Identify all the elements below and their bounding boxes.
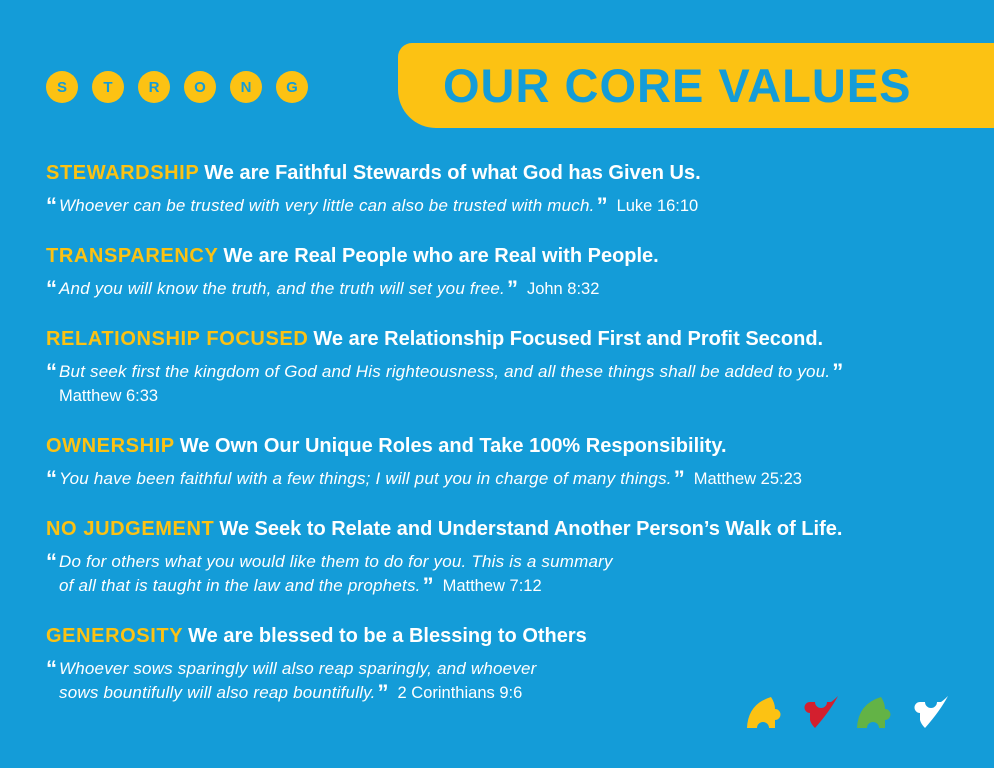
scripture-reference: Matthew 25:23 [693,470,802,488]
value-statement: We Own Our Unique Roles and Take 100% Responsibility. [179,435,727,457]
quote-text: But seek first the kingdom of God and His righteousness, and all these things shall be added to you. [59,362,831,381]
quote-line [46,550,974,574]
close-quote-mark: ” [422,573,434,598]
core-value-section [46,161,974,218]
quote-line [46,467,974,491]
value-name: STEWARDSHIP [46,162,200,184]
value-statement: We Seek to Relate and Understand Another Person’s Walk of Life. [219,518,843,540]
puzzle-piece-icon-white [910,694,950,730]
close-quote-mark: ” [832,359,844,384]
value-name: GENEROSITY [46,625,184,647]
logo-letter-circle: N [230,71,262,103]
close-quote-mark: ” [377,680,389,705]
value-name: NO JUDGEMENT [46,518,215,540]
page-title: OUR CORE VALUES [443,59,912,112]
open-quote-mark: “ [46,193,57,218]
value-quote [46,550,974,598]
quote-text: Whoever sows sparingly will also reap sparingly, and whoever [59,659,537,678]
scripture-reference: 2 Corinthians 9:6 [397,684,523,702]
value-name: RELATIONSHIP FOCUSED [46,328,309,350]
value-name: OWNERSHIP [46,435,175,457]
quote-line [46,657,974,681]
value-heading [46,434,974,458]
quote-text: You have been faithful with a few things; I will put you in charge of many things. [59,469,672,488]
logo-letter-circle: S [46,71,78,103]
value-statement: We are blessed to be a Blessing to Others [188,625,587,647]
logo-letter-circle: G [276,71,308,103]
quote-line [46,384,974,408]
open-quote-mark: “ [46,549,57,574]
core-value-section [46,244,974,301]
strong-logo [46,71,308,103]
quote-line [46,574,974,598]
value-quote [46,277,974,301]
open-quote-mark: “ [46,359,57,384]
quote-text: sows bountifully will also reap bountifully. [59,683,376,702]
value-statement: We are Relationship Focused First and Profit Second. [313,328,824,350]
value-heading [46,517,974,541]
close-quote-mark: ” [506,276,518,301]
open-quote-mark: “ [46,466,57,491]
scripture-reference: Luke 16:10 [616,197,699,215]
open-quote-mark: “ [46,656,57,681]
core-value-section [46,434,974,491]
quote-line [46,277,974,301]
value-quote [46,194,974,218]
quote-text: of all that is taught in the law and the prophets. [59,576,421,595]
open-quote-mark: “ [46,276,57,301]
scripture-reference: Matthew 7:12 [442,577,542,595]
quote-text: And you will know the truth, and the truth will set you free. [59,279,505,298]
close-quote-mark: ” [673,466,685,491]
logo-letter-circle: T [92,71,124,103]
core-value-section [46,624,974,705]
puzzle-piece-icon-yellow [745,694,785,730]
quote-line [46,360,974,384]
quote-line [46,194,974,218]
quote-text: Whoever can be trusted with very little can also be trusted with much. [59,196,595,215]
header-banner [398,43,994,128]
value-heading [46,161,974,185]
value-heading [46,624,974,648]
value-heading [46,327,974,351]
logo-letter-circle: R [138,71,170,103]
close-quote-mark: ” [596,193,608,218]
quote-text: Do for others what you would like them to do for you. This is a summary [59,552,613,571]
value-quote [46,467,974,491]
value-quote [46,360,974,408]
values-list [46,161,974,731]
value-name: TRANSPARENCY [46,245,219,267]
value-heading [46,244,974,268]
core-value-section [46,517,974,598]
scripture-reference: John 8:32 [526,280,600,298]
value-statement: We are Faithful Stewards of what God has Given Us. [204,162,701,184]
puzzle-piece-icon-green [855,694,895,730]
puzzle-pieces-logo [745,694,950,730]
logo-letter-circle: O [184,71,216,103]
core-value-section [46,327,974,408]
scripture-reference: Matthew 6:33 [59,387,159,405]
puzzle-piece-icon-red [800,694,840,730]
value-statement: We are Real People who are Real with People. [223,245,659,267]
